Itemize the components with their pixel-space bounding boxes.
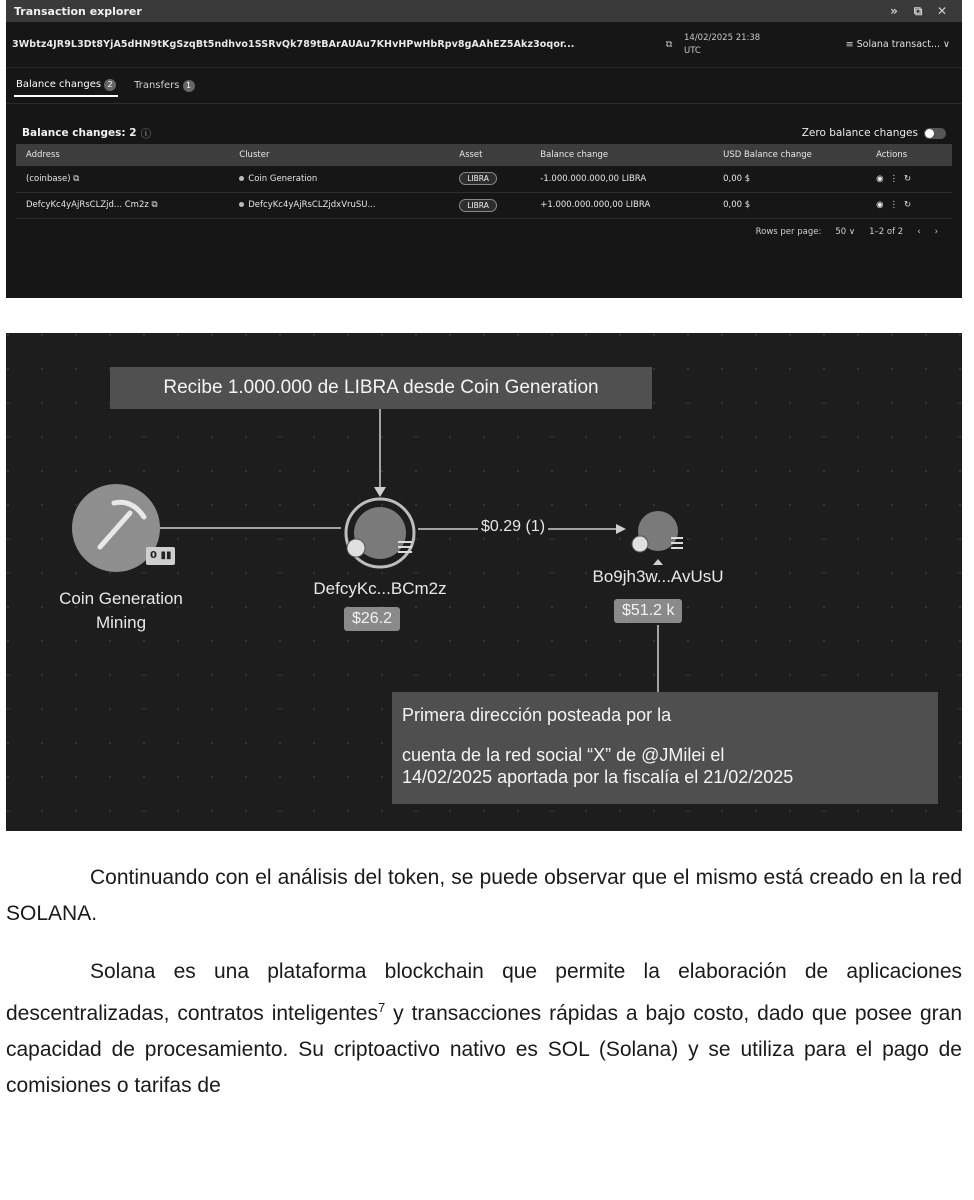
usd-change-cell: 0,00 $ xyxy=(713,166,866,192)
eye-icon[interactable]: ◉ xyxy=(876,200,890,210)
table-header-row xyxy=(16,144,952,166)
callout-bottom xyxy=(392,692,938,804)
usd-change-cell: 0,00 $ xyxy=(713,192,866,218)
collapse-icon[interactable]: » xyxy=(890,4,898,18)
timezone-line: UTC xyxy=(684,45,701,56)
asset-cell xyxy=(449,166,530,192)
eye-icon[interactable]: ◉ xyxy=(876,173,890,184)
source-node-label xyxy=(26,587,216,635)
balance-changes-card xyxy=(16,122,952,245)
tab-label: Transfers xyxy=(134,80,180,91)
more-icon[interactable]: ⋮ xyxy=(889,200,905,210)
column-header[interactable]: USD Balance change xyxy=(713,144,866,166)
table-row xyxy=(16,192,952,218)
close-icon[interactable]: ✕ xyxy=(936,4,948,18)
transaction-date xyxy=(680,32,810,58)
column-header[interactable]: Address xyxy=(16,144,229,166)
cluster-cell[interactable] xyxy=(229,166,449,192)
copy-icon[interactable]: ⧉ xyxy=(73,173,80,184)
paragraph xyxy=(6,954,962,1104)
actions-cell xyxy=(866,192,952,218)
next-page-icon[interactable]: › xyxy=(934,226,938,237)
cluster-text: Coin Generation xyxy=(248,173,318,184)
cluster-cell[interactable] xyxy=(229,192,449,218)
mid-node-label: DefcyKc...BCm2z xyxy=(313,579,447,598)
asset-pill[interactable]: LIBRA xyxy=(459,172,497,185)
cluster-text: DefcyKc4yAjRsCLZjdxVruSU... xyxy=(248,200,376,210)
dest-node-value: $51.2 k xyxy=(614,599,682,623)
document-body xyxy=(6,860,962,1126)
column-header[interactable]: Balance change xyxy=(530,144,713,166)
label-line: Coin Generation xyxy=(59,589,183,608)
card-header xyxy=(16,122,952,144)
node-count-badge: 0 ▮▮ xyxy=(146,547,175,565)
balance-table xyxy=(16,144,952,219)
address-cell[interactable] xyxy=(16,166,229,192)
rows-per-page-select[interactable]: 50 ∨ xyxy=(835,226,856,237)
link-icon[interactable]: ↻ xyxy=(904,173,918,184)
callout-top: Recibe 1.000.000 de LIBRA desde Coin Generation xyxy=(110,367,652,409)
balance-change-cell: +1.000.000.000,00 LIBRA xyxy=(530,192,713,218)
transaction-explorer-panel xyxy=(6,0,962,298)
edge-amount-label: $0.29 (1) xyxy=(478,518,548,536)
explorer-tabs xyxy=(6,68,962,104)
copy-icon[interactable]: ⧉ xyxy=(151,200,158,210)
rows-per-page-value: 50 xyxy=(835,226,847,237)
address-text[interactable]: (coinbase) xyxy=(26,173,71,184)
network-selector[interactable] xyxy=(810,39,956,50)
explorer-title: Transaction explorer xyxy=(14,4,142,18)
asset-cell xyxy=(449,192,530,218)
paragraph-text: Solana es una plataforma blockchain que permite la elaboración de aplicaciones descentralizadas, contratos inteligentes xyxy=(6,960,962,1025)
dest-node-label: Bo9jh3w...AvUsU xyxy=(592,567,724,586)
transaction-signature: 3Wbtz4JR9L3Dt8YjA5dHN9tKgSzqBt5ndhvo1SSRvQk789tBArAUAu7KHvHPwHbRpv8gAAhEZ5Akz3oqor... xyxy=(12,39,575,50)
column-header[interactable]: Cluster xyxy=(229,144,449,166)
tab-transfers[interactable] xyxy=(132,76,196,96)
address-cell[interactable] xyxy=(16,192,229,218)
mid-node-value: $26.2 xyxy=(344,607,400,631)
label-line: Mining xyxy=(95,613,147,632)
explorer-titlebar xyxy=(6,0,962,22)
network-label: Solana transact... ∨ xyxy=(856,39,950,50)
prev-page-icon[interactable]: ‹ xyxy=(917,226,921,237)
actions-cell xyxy=(866,166,952,192)
address-text[interactable]: DefcyKc4yAjRsCLZjd... Cm2z xyxy=(26,200,149,210)
badge-count: 0 xyxy=(150,550,157,561)
rows-per-page-label: Rows per page: xyxy=(755,226,822,237)
popout-icon[interactable]: ⧉ xyxy=(913,3,923,18)
tab-balance-changes[interactable] xyxy=(14,75,118,97)
copy-icon[interactable]: ⧉ xyxy=(665,39,673,50)
wallet-node-icon[interactable] xyxy=(346,499,414,567)
cluster-dot-icon xyxy=(239,176,244,181)
column-header[interactable]: Asset xyxy=(449,144,530,166)
filter-icon: ≡ xyxy=(845,39,854,50)
transaction-header xyxy=(6,22,962,68)
callout-line: cuenta de la red social “X” de @JMilei el xyxy=(402,745,725,765)
asset-pill[interactable]: LIBRA xyxy=(459,199,497,212)
pagination xyxy=(16,219,952,245)
info-icon[interactable]: ⓘ xyxy=(140,127,152,140)
card-title: Balance changes: 2 xyxy=(22,127,137,139)
tab-count-badge: 2 xyxy=(104,79,116,91)
paragraph: Continuando con el análisis del token, se puede observar que el mismo está creado en la red SOLANA. xyxy=(6,866,962,925)
link-icon[interactable]: ↻ xyxy=(904,200,918,210)
flow-diagram xyxy=(6,333,962,831)
table-row xyxy=(16,166,952,192)
more-icon[interactable]: ⋮ xyxy=(889,173,905,184)
tab-label: Balance changes xyxy=(16,79,102,90)
date-line: 14/02/2025 21:38 xyxy=(684,32,761,43)
paragraph-text: y transacciones rápidas a bajo costo, dado que posee gran capacidad de procesamiento. Su criptoactivo nativo es SOL (Solana) y se utiliza para el pago de comisiones o tarifas de xyxy=(6,1002,963,1097)
page-range: 1–2 of 2 xyxy=(869,226,904,237)
tab-count-badge: 1 xyxy=(183,80,195,92)
column-header: Actions xyxy=(866,144,952,166)
footnote-marker[interactable]: 7 xyxy=(377,1000,386,1015)
balance-change-cell: -1.000.000.000,00 LIBRA xyxy=(530,166,713,192)
cluster-dot-icon xyxy=(239,202,244,207)
callout-line: 14/02/2025 aportada por la fiscalía el 21/02/2025 xyxy=(402,767,794,787)
zero-balance-toggle[interactable] xyxy=(924,128,946,139)
zero-balance-label: Zero balance changes xyxy=(801,127,918,139)
callout-line: Primera dirección posteada por la xyxy=(402,705,672,725)
